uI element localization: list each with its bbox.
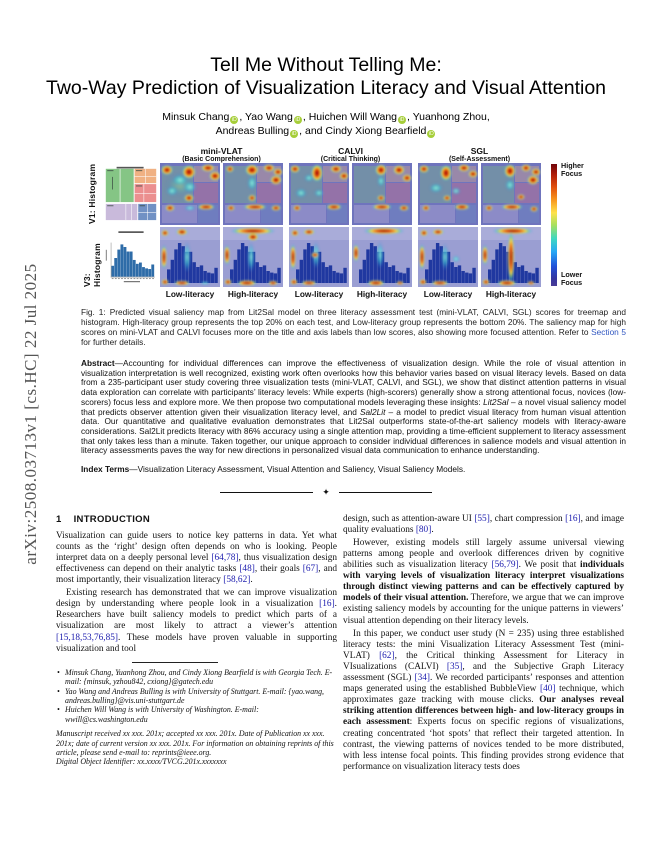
arxiv-watermark: arXiv:2508.03713v1 [cs.HC] 22 Jul 2025 — [21, 263, 40, 565]
panel-label: High-literacy — [485, 289, 537, 299]
body-columns — [56, 514, 652, 775]
paper-title-line2: Two-Way Prediction of Visualization Literacy and Visual Attention — [45, 77, 607, 99]
section-divider — [0, 488, 652, 497]
citation-link[interactable]: [15,18,53,76,85] — [56, 632, 118, 643]
panel-label: High-literacy — [227, 289, 279, 299]
right-column — [343, 514, 624, 775]
orcid-icon[interactable]: iD — [291, 130, 297, 137]
figure-row-label-v1: V1: Histogram — [87, 163, 97, 225]
figure-group-header-SGL — [418, 147, 541, 164]
doi-note: Digital Object Identifier: xx.xxxx/TVCG.201x.xxxxxxx — [56, 757, 227, 767]
citation-link[interactable]: [16] — [319, 599, 335, 610]
footnote-item: • Yao Wang and Andreas Bulling is with University of Stuttgart. E-mail: {yao.wang, andreas.bulling}@vis.uni-stuttgart.de — [57, 686, 325, 705]
saliency-panel-CALVI-Low-literacy — [289, 163, 349, 287]
index-terms: Index Terms—Visualization Literacy Assessment, Visual Attention and Saliency, Visual Saliency Models. — [81, 464, 466, 475]
figure-1 — [84, 147, 629, 301]
test-name: CALVI — [338, 146, 363, 156]
test-subtitle: (Self-Assessment) — [448, 156, 511, 163]
saliency-panel-mini-VLAT-High-literacy — [223, 163, 283, 287]
panel-label: Low-literacy — [165, 289, 215, 299]
footnote-rule — [132, 662, 218, 663]
orcid-icon[interactable]: iD — [295, 117, 301, 123]
saliency-panel-CALVI-High-literacy — [352, 163, 412, 287]
author-line-2: Andreas Bulling iD , and Cindy Xiong Bearfield iD — [215, 124, 434, 137]
citation-link[interactable]: [67] — [302, 564, 319, 575]
paragraph: Visualization can guide users to notice key patterns in data. Yet what counts as the ‘right’ design often depends on who is looking. People interpret data on a deeply personal level [64,78], thus visualization design effectiveness can depend on their analytic tasks [48], their goals [67], and most importantly, their visualization literacy [58,62]. — [56, 530, 338, 586]
panel-label: Low-literacy — [294, 289, 344, 299]
citation-link[interactable]: [16] — [565, 513, 581, 524]
panel-label: High-literacy — [356, 289, 408, 299]
orcid-icon[interactable]: iD — [231, 117, 237, 123]
paper-title-line1: Tell Me Without Telling Me: — [210, 54, 442, 76]
colorbar — [551, 164, 557, 286]
test-name: mini-VLAT — [200, 146, 243, 156]
paragraph: In this paper, we conduct user study (N = 235) using three established literacy tests: the mini Visualization Literacy Assessment Test (mini-VLAT) [62], the Critical thinking Assessment for Literacy in VIsualizations (CALVI) [35], and the Subjective Graph Literacy assessment (SGL) [34]. We recorded participants’ responses and attention maps generated using the established BubbleView [40] technique, which approximates gaze tracking with mouse clicks. Our analyses reveal striking attention differences between high- and low-literacy groups in each assessment: Experts focus on specific regions of visualizations, creating concentrated ‘hot spots’ that reflect their targeted attention. In contrast, the viewing patterns of novices tended to be more distributed, with less intense focal points. This finding provides strong evidence that performance on visualization literacy tests does — [343, 628, 625, 772]
citation-link[interactable]: [40] — [539, 684, 556, 695]
section-heading-introduction — [56, 514, 337, 525]
treemap-stimulus — [104, 163, 158, 225]
panel-label: Low-literacy — [423, 289, 473, 299]
citation-link[interactable]: [55] — [474, 513, 490, 524]
test-name: SGL — [470, 146, 489, 156]
left-column-paragraphs — [56, 531, 337, 655]
author-name: Cindy Xiong Bearfield — [325, 124, 427, 137]
figure-group-header-CALVI — [289, 147, 412, 164]
footnote-item: • Huichen Will Wang is with University of Washington. E-mail: wwill@cs.washington.edu — [57, 705, 259, 724]
divider-line-right — [339, 492, 432, 493]
paragraph: design, such as attention-aware UI [55], chart compression [16], and image quality evaluations [80]. — [343, 513, 624, 535]
citation-link[interactable]: [58,62] — [223, 575, 251, 586]
saliency-panel-SGL-Low-literacy — [418, 163, 478, 287]
citation-link[interactable]: [56,79] — [491, 560, 519, 571]
right-column-paragraphs — [343, 514, 624, 773]
figure-caption: Fig. 1: Predicted visual saliency map from Lit2Sal model on three literacy assessment test (mini-VLAT, CALVI, SGL) scores for treemap and histogram. High-literacy group represents the top 20% on each test, and Low-literacy group represents the bottom 20%. The saliency map for high scores on mini-VLAT and CALVI focuses more on the title and axis labels than low scores, also showing more focused attention. Refer to Section 5 for further details. — [81, 307, 627, 347]
author-footnotes — [56, 668, 337, 724]
section-number: 1 — [56, 513, 62, 525]
paragraph: However, existing models still largely assume universal viewing patterns among people and overlook differences driven by cognitive abilities such as visualization literacy [56,79]. We posit that individuals with varying levels of visualization literacy interpret visualizations through distinct viewing patterns and can be effectively captured by models of their visual attention. Therefore, we argue that we can improve existing saliency models by accounting for the unique patterns in viewers’ visual attention depending on their literacy levels. — [343, 537, 624, 626]
divider-line-left — [220, 492, 313, 493]
author-name: Huichen Will Wang — [308, 111, 398, 123]
histogram-stimulus — [104, 227, 158, 287]
section-title: INTRODUCTION — [73, 513, 151, 525]
citation-link[interactable]: [62] — [379, 650, 395, 661]
author-name: Minsuk Chang — [162, 111, 230, 123]
abstract: Abstract—Accounting for individual differences can improve the effectiveness of visualization design. While the role of visual attention in visualization interpretation is well recognized, existing work often overlooks how this behavior varies based on visual literacy levels. Based on data from a 235-participant user study covering three visualization tests (mini-VLAT, CALVI, and SGL), we show that distinct attention patterns in visual data exploration can correlate with participants’ literacy levels: While experts (high-scorers) generally show a strong attentional focus, novices (low-scorers) focus less and explore more. We then propose two computational models leveraging these insights: Lit2Sal – a novel visual saliency model that predicts observer attention given their visualization literacy level, and Sal2Lit – a model to predict visual literacy from human visual attention data. Our quantitative and qualitative evaluation demonstrates that Lit2Sal outperforms state-of-the-art saliency models with literacy-aware considerations. Sal2Lit predicts literacy with 86% accuracy using a single attention map, providing a time-efficient supplement to literacy assessment that only takes less than a minute. Taken together, our unique approach to consider individual differences in salience models and visual attention in literacy assessments paves the way for new directions in personalized visual data communication to enhance understanding. — [81, 358, 626, 456]
figure-row-label-v3: V3: Histogram — [82, 243, 102, 287]
divider-diamond-icon: ✦ — [322, 486, 330, 497]
citation-link[interactable]: [80] — [415, 524, 432, 535]
test-subtitle: (Critical Thinking) — [320, 156, 381, 163]
section-link[interactable]: Section 5 — [591, 327, 627, 337]
author-line-1: Minsuk Chang iD , Yao Wang iD , Huichen Will Wang iD , Yuanhong Zhou, — [162, 111, 490, 123]
colorbar-top-label: Higher Focus — [561, 161, 584, 178]
author-name: Andreas Bulling — [215, 124, 290, 137]
left-column — [56, 514, 337, 775]
saliency-panel-SGL-High-literacy — [481, 163, 541, 287]
citation-link[interactable]: [34] — [414, 673, 430, 684]
citation-link[interactable]: [64,78] — [211, 552, 239, 563]
orcid-icon[interactable]: iD — [429, 130, 434, 137]
colorbar-bottom-label: Lower Focus — [561, 270, 583, 287]
citation-link[interactable]: [35] — [446, 661, 463, 672]
saliency-panel-mini-VLAT-Low-literacy — [160, 163, 220, 287]
paragraph: Existing research has demonstrated that we can improve visualization design by understanding where people look in a visualization [16]. Researchers have built saliency models to predict which parts of a visualization are most likely to attract a viewer’s attention [15,18,53,76,85]. These models have proven valuable in supporting visualization and tool — [56, 588, 337, 654]
figure-group-header-mini-VLAT — [160, 147, 283, 164]
author-name: Yuanhong Zhou, — [412, 111, 490, 123]
citation-link[interactable]: [48] — [239, 564, 255, 575]
test-subtitle: (Basic Comprehension) — [182, 156, 261, 163]
footnote-item: • Minsuk Chang, Yuanhong Zhou, and Cindy Xiong Bearfield is with Georgia Tech. E-mail: {minsuk, yzhou842, cxiong}@gatech.edu — [57, 667, 333, 687]
manuscript-note: Manuscript received xx xxx. 201x; accepted xx xxx. 201x. Date of Publication xx xxx. 201x; date of current version xx xxx. 201x. For information on obtaining reprints of this article, please send e-mail to: reprints@ieee.org. — [56, 729, 334, 758]
author-name: Yao Wang — [245, 111, 293, 123]
orcid-icon[interactable]: iD — [399, 117, 405, 123]
